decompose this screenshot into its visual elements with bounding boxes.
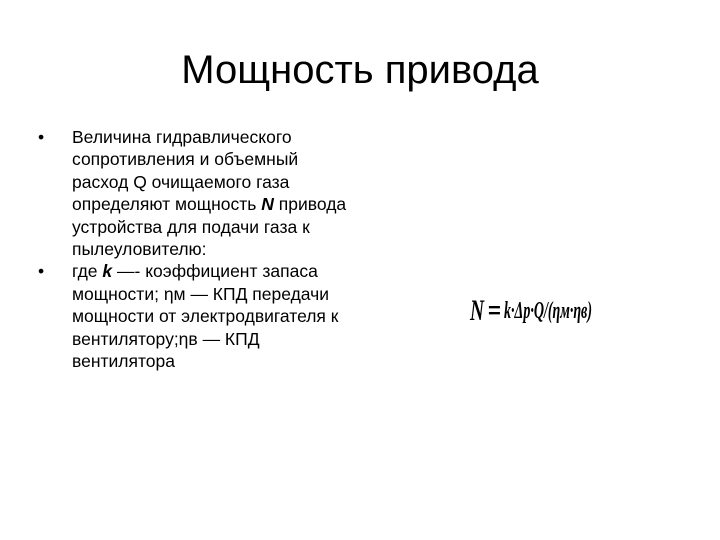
- bullet-text-part: —- коэффициент запаса мощности; ηм — КПД передачи мощности от электродвигателя к вентилятору;ηв — КПД вентилятора: [72, 261, 339, 372]
- bullet-marker: •: [38, 127, 45, 147]
- bullet-item-1: [38, 126, 358, 260]
- bullet-text-part: привода устройства для подачи газа к пылеуловителю:: [72, 194, 347, 260]
- bullet-list: [38, 126, 358, 372]
- bullet-text-part: где: [72, 261, 103, 282]
- bullet-text-part: Величина гидравлического сопротивления и объемный расход Q очищаемого газа определяют мощность: [72, 127, 299, 215]
- formula-image: [468, 286, 598, 328]
- formula-equals: =: [488, 298, 501, 323]
- formula-rhs: k·Δp·Q/(ηм·ηв): [504, 298, 592, 324]
- variable-k: k: [102, 261, 113, 282]
- formula-lhs: N: [469, 294, 485, 327]
- bullet-marker: •: [38, 261, 45, 282]
- bullet-item-2: [38, 260, 358, 372]
- variable-n: N: [261, 194, 274, 215]
- slide-title: Мощность привода: [181, 48, 539, 92]
